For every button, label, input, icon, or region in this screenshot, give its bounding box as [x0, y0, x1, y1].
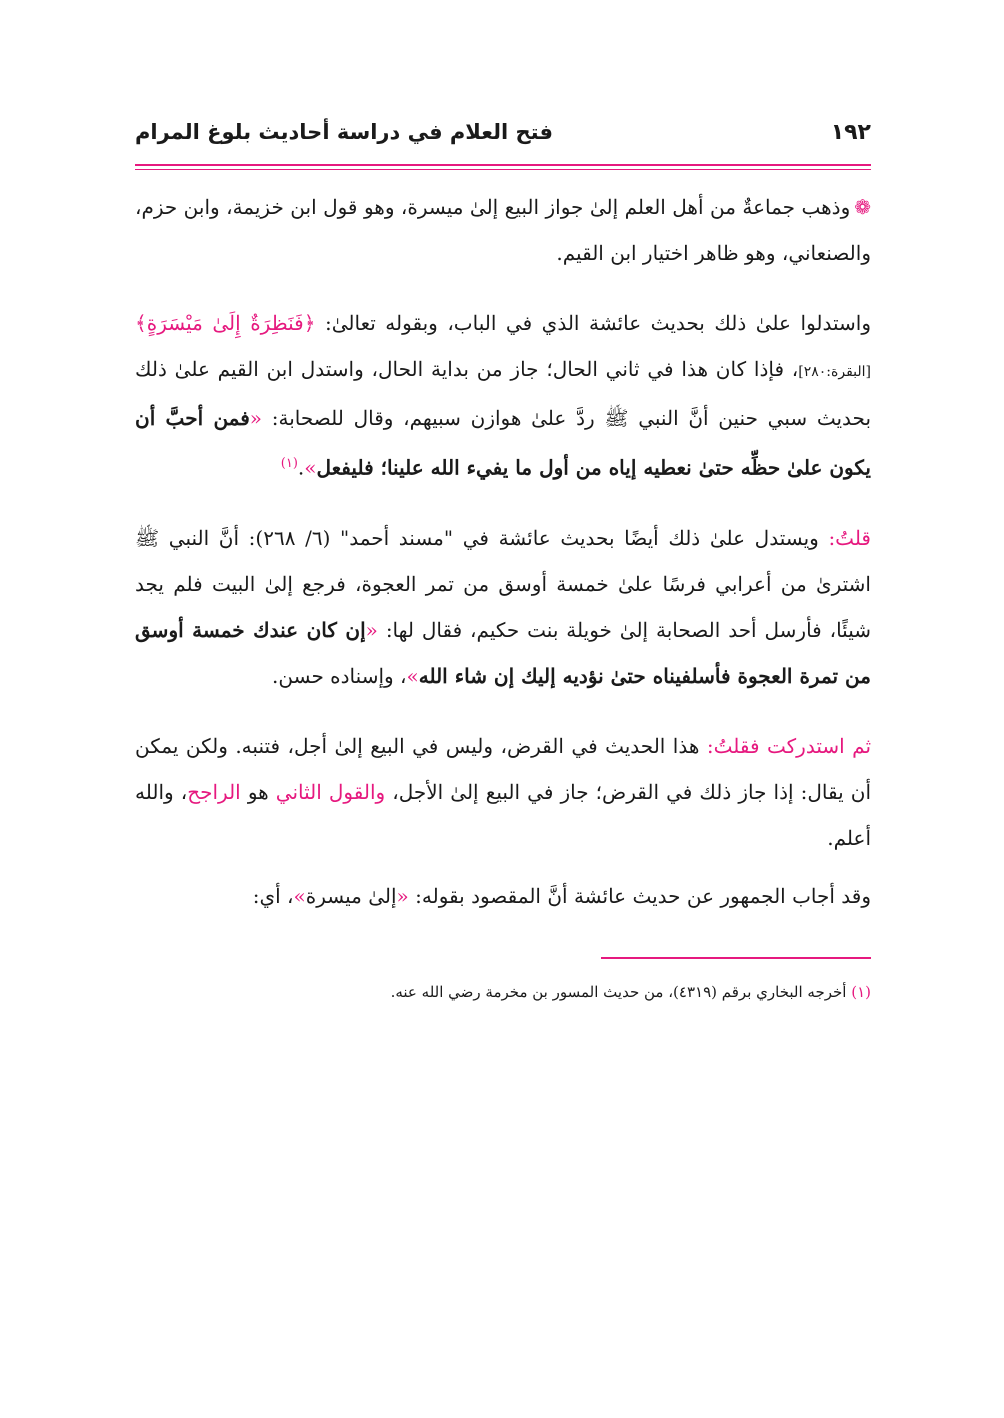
paragraph-1-text: وذهب جماعةٌ من أهل العلم إلىٰ جواز البيع إلىٰ ميسرة، وهو قول ابن خزيمة، وابن حزم، والصنعاني، وهو ظاهر اختيار ابن القيم.: [135, 195, 871, 265]
verse-reference: [البقرة:٢٨٠]: [798, 364, 871, 380]
paragraph-3: [135, 515, 871, 699]
paragraph-4-text-b: هو: [247, 779, 269, 804]
footnote-text: أخرجه البخاري برقم (٤٣١٩)، من حديث المسور بن مخرمة رضي الله عنه.: [390, 982, 847, 1001]
running-header: [135, 120, 871, 164]
paragraph-2-text-a: واستدلوا علىٰ ذلك بحديث عائشة الذي في الباب، وبقوله تعالىٰ:: [324, 311, 871, 335]
paragraph-5-text-b: ، أي:: [252, 883, 294, 908]
footnote: [135, 979, 871, 1005]
qultu-lead: قلتُ:: [828, 525, 871, 550]
paragraph-3-text-a: ويستدل علىٰ ذلك أيضًا بحديث عائشة في "مسند أحمد" (٦/ ٢٦٨): أنَّ النبي ﷺ اشترىٰ من أعرابي فرسًا علىٰ خمسة أوسق من تمر العجوة، فرجع إلىٰ البيت فلم يجد شيئًا، فأرسل أحد الصحابة إلىٰ خويلة بنت حكيم، فقال لها:: [135, 525, 872, 642]
second-opinion-label: والقول الثاني: [275, 779, 386, 804]
paragraph-4-text-a: هذا الحديث في القرض، وليس في البيع إلىٰ أجل، فتنبه. ولكن يمكن أن يقال: إذا جاز ذلك في القرض؛ جاز في البيع إلىٰ الأجل،: [135, 733, 872, 804]
quote-open: «: [249, 406, 263, 430]
paragraph-3-text-b: ، وإسناده حسن.: [272, 663, 407, 688]
hadith-quote: إن كان عندك خمسة أوسق من تمرة العجوة فأسلفيناه حتىٰ نؤديه إليك إن شاء الله: [135, 617, 871, 688]
page-number: ١٩٢: [830, 120, 871, 145]
hadith-quote: فمن أحبَّ أن يكون علىٰ حظِّه حتىٰ نعطيه إياه من أول ما يفيء الله علينا؛ فليفعل: [135, 406, 871, 480]
sentence-end: .: [297, 455, 305, 480]
istadrakt-lead: ثم استدركت فقلتُ:: [706, 733, 872, 758]
hadith-quote: إلىٰ ميسرة: [305, 883, 397, 908]
quote-open: «: [396, 883, 409, 908]
paragraph-4: [135, 723, 871, 861]
paragraph-2-text-b: ، فإذا كان هذا في ثاني الحال؛ جاز من بداية الحال، واستدل ابن القيم علىٰ ذلك بحديث سبي حنين أنَّ النبي ﷺ ردَّ علىٰ هوازن سبيهم، وقال للصحابة:: [135, 357, 872, 430]
footnote-number: (١): [851, 982, 871, 1001]
book-title: فتح العلام في دراسة أحاديث بلوغ المرام: [135, 120, 553, 144]
header-rule: [135, 164, 871, 170]
preferred-label: الراجح: [187, 779, 241, 804]
quote-close: »: [293, 883, 306, 908]
quote-open: «: [365, 617, 378, 642]
paragraph-2: [135, 300, 871, 491]
footnote-reference[interactable]: (١): [280, 456, 298, 471]
paragraph-5-text-a: وقد أجاب الجمهور عن حديث عائشة أنَّ المقصود بقوله:: [415, 883, 871, 908]
quote-close: »: [304, 455, 317, 480]
page-content: [135, 120, 871, 1005]
quran-verse: ﴿فَنَظِرَةٌ إِلَىٰ مَيْسَرَةٍ﴾: [135, 311, 316, 335]
paragraph-5: [135, 873, 871, 919]
flower-ornament-icon: ❁: [854, 195, 871, 219]
footnote-rule: [601, 957, 871, 959]
quote-close: »: [406, 663, 419, 688]
paragraph-1: [135, 184, 871, 276]
paragraph-4-text-c: ، والله أعلم.: [135, 779, 871, 850]
